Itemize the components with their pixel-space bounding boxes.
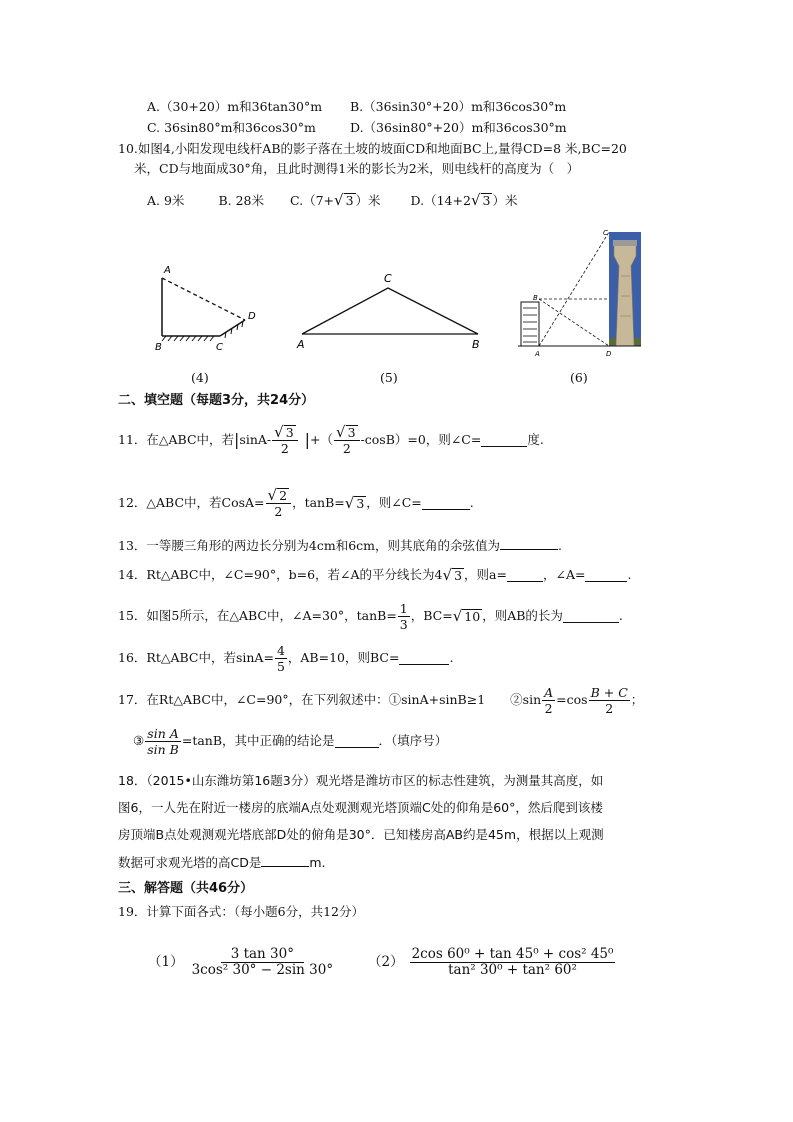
q10-line1: 10.如图4,小阳发现电线杆AB的影子落在土坡的坡面CD和地面BC上,量得CD=8 米,BC=20 [118, 141, 627, 156]
fig5-label-c: C [384, 272, 392, 285]
fig6-building [521, 302, 539, 346]
question-14: 14．Rt△ABC中，∠C=90°，b=6，若∠A的平分线长为4 √ 3 ，则a= ，∠A= . [118, 565, 632, 584]
section-3-title: 三、解答题（共46分） [118, 881, 254, 896]
q13-answer-blank[interactable] [500, 537, 558, 550]
fig4-slope [220, 320, 245, 336]
q17-answer-blank[interactable] [335, 735, 379, 748]
fig6-caption: (6) [570, 370, 588, 385]
fig5-caption: (5) [380, 370, 398, 385]
question-18-line2: 图6，一人先在附近一楼房的底端A点处观测观光塔顶端C处的仰角是60°，然后爬到该楼 [118, 800, 603, 815]
fig4-sunray [162, 278, 245, 320]
question-15: 15．如图5所示，在△ABC中，∠A=30°，tanB= $\frac{1}{3}$ ，BC= √ 10 ，则AB的长为 . [118, 600, 623, 632]
question-18-line1: 18．（2015•山东潍坊第16题3分）观光塔是潍坊市区的标志性建筑，为测量其高度，如 [118, 773, 604, 788]
q9-option-c: C. 36sin80°m和36cos30°m [147, 120, 316, 135]
figure-5 [292, 268, 492, 354]
q19-expression-2: （2） $\frac{\text{2cos 60⁰ + tan 45⁰ + cos² 45⁰}}{\text{tan² 30⁰ + tan² 60²}}$ [368, 945, 614, 978]
question-13: 13．一等腰三角形的两边长分别为4cm和6cm，则其底角的余弦值为 . [118, 538, 563, 553]
figure-6 [510, 226, 645, 358]
fig6-label-d: D [606, 350, 612, 358]
q15-answer-blank[interactable] [563, 610, 619, 623]
fig4-label-c: C [216, 342, 223, 353]
fig4-caption: (4) [191, 370, 209, 385]
question-18-line3: 房顶端B点处观测观光塔底部D处的俯角是30°．已知楼房高AB约是45m，根据以上观测 [118, 827, 604, 842]
q12-answer-blank[interactable] [422, 497, 470, 510]
q14-answer-blank-angle[interactable] [585, 569, 627, 582]
q9-option-d: D.（36sin80°+20）m和36cos30°m [350, 120, 567, 135]
question-11: 11．在△ABC中，若 | sinA- √ 3 2 | +（ √ 3 2 -cosB）=0，则∠C= 度. [118, 422, 544, 456]
q9-option-b: B.（36sin30°+20）m和36cos30°m [350, 99, 567, 114]
q16-answer-blank[interactable] [399, 652, 449, 665]
q10-option-b: B. 28米 [218, 193, 264, 208]
q9-option-a: A.（30+20）m和36tan30°m [147, 99, 323, 114]
fig6-line-ac [539, 232, 609, 346]
question-16: 16．Rt△ABC中，若sinA= $\frac{4}{5}$ ，AB=10，则BC= . [118, 642, 454, 674]
fig6-line-bd [539, 299, 609, 346]
q10-option-a: A. 9米 [147, 193, 185, 208]
q18-answer-blank[interactable] [261, 854, 309, 867]
q14-answer-blank-a[interactable] [507, 569, 543, 582]
fig4-label-b: B [155, 342, 162, 353]
fig4-hatching [162, 321, 243, 341]
section-2-title: 二、填空题（每题3分，共24分） [118, 393, 315, 408]
fig6-label-c: C [603, 229, 608, 237]
question-19-intro: 19．计算下面各式：（每小题6分，共12分） [118, 904, 365, 919]
fig4-label-a: A [164, 265, 171, 276]
fig5-label-a: A [297, 338, 305, 351]
fig6-label-a: A [535, 350, 540, 358]
fig6-tower-top [613, 240, 637, 246]
q10-option-d: D.（14+2 √ 3 ）米 [410, 191, 518, 209]
q10-options [147, 193, 517, 209]
fig6-label-b: B [533, 294, 538, 302]
q10-line2: 米，CD与地面成30°角，且此时测得1米的影长为2米，则电线杆的高度为（ ） [134, 161, 580, 176]
question-12: 12．△ABC中，若CosA= √ 2 2 ，tanB= √ 3 ，则∠C= . [118, 485, 474, 519]
fig5-label-b: B [472, 338, 480, 351]
figure-4 [150, 262, 260, 354]
fig5-triangle [302, 288, 478, 334]
q19-expression-1: （1） $\frac{3 \tan 30^\circ}{\text{3cos² 30° − 2sin 30°}}$ [148, 945, 334, 978]
q10-option-c: C.（7+ √ 3 ）米 [289, 191, 381, 209]
fig4-label-d: D [248, 311, 256, 322]
question-18-line4: 数据可求观光塔的高CD是 m. [118, 855, 326, 870]
question-17-line2: ③ $\frac{\text{sin A}}{\text{sin B}}$ =tanB，其中正确的结论是 ．（填序号） [133, 725, 448, 757]
q11-answer-blank[interactable] [481, 434, 527, 447]
question-17-line1: 17．在Rt△ABC中，∠C=90°，在下列叙述中：①sinA+sinB≥1 ②sin $\frac{A}{2}$ =cos $\frac{B + C}{2}$ ； [118, 684, 644, 716]
